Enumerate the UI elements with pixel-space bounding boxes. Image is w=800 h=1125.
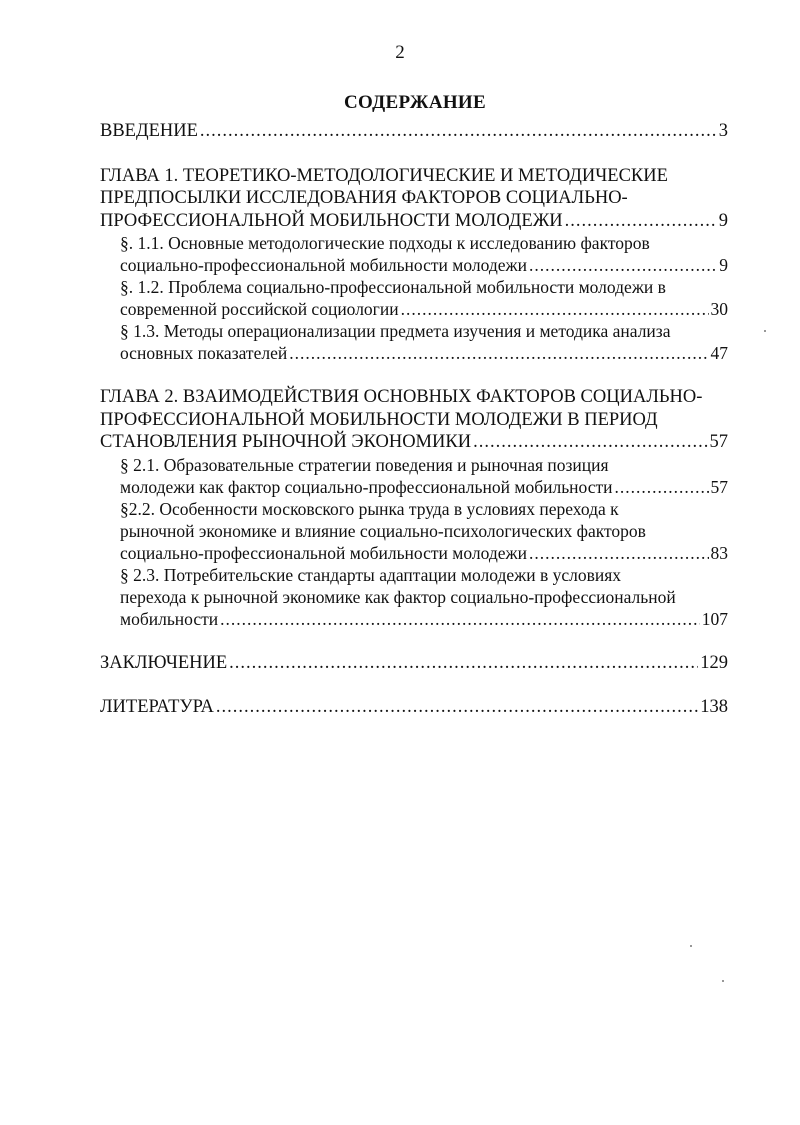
entry-page: 107 [701, 608, 728, 629]
entry-page: 83 [710, 542, 728, 563]
toc-entry-literature[interactable] [100, 696, 728, 719]
entry-page: 9 [719, 255, 728, 275]
toc-entry-intro[interactable] [100, 120, 728, 143]
dot-leader [289, 342, 708, 364]
entry-line: §. 1.2. Проблема социально-профессиональной мобильности молодежи в [120, 277, 666, 297]
toc-entry-section-1-1[interactable] [100, 232, 728, 276]
toc-entry-chapter-1[interactable] [100, 165, 728, 233]
scan-speck [690, 945, 692, 947]
entry-line: ПРЕДПОСЫЛКИ ИССЛЕДОВАНИЯ ФАКТОРОВ СОЦИАЛЬНО- [100, 188, 628, 208]
dot-leader [220, 608, 700, 630]
dot-leader [565, 210, 717, 233]
entry-last-line [100, 431, 728, 454]
entry-text: СТАНОВЛЕНИЯ РЫНОЧНОЙ ЭКОНОМИКИ [100, 432, 472, 452]
entry-line: ГЛАВА 1. ТЕОРЕТИКО-МЕТОДОЛОГИЧЕСКИЕ И МЕТОДИЧЕСКИЕ [100, 165, 668, 186]
entry-line: рыночной экономике и влияние социально-психологических факторов [120, 520, 646, 541]
entry-page: 57 [710, 476, 728, 497]
dot-leader [473, 431, 707, 454]
dot-leader [216, 696, 698, 719]
entry-line: §. 1.1. Основные методологические подходы к исследованию факторов [120, 233, 650, 253]
entry-page: 30 [710, 299, 728, 319]
table-of-contents [100, 120, 728, 719]
entry-page: 3 [718, 121, 728, 141]
entry-text: ЗАКЛЮЧЕНИЕ [100, 652, 228, 673]
toc-entry-section-2-2[interactable] [100, 498, 728, 564]
entry-last-line [120, 476, 728, 498]
entry-line: § 2.1. Образовательные стратегии поведения и рыночная позиция [120, 454, 609, 475]
entry-last-line [120, 542, 728, 564]
toc-entry-section-2-1[interactable] [100, 454, 728, 498]
entry-text: социально-профессиональной мобильности молодежи [120, 255, 527, 275]
dot-leader [229, 652, 698, 675]
entry-page: 57 [709, 432, 728, 452]
entry-text: мобильности [120, 608, 219, 629]
entry-line: § 1.3. Методы операционализации предмета изучения и методика анализа [120, 321, 671, 341]
entry-last-line [100, 210, 728, 233]
entry-line: ПРОФЕССИОНАЛЬНОЙ МОБИЛЬНОСТИ МОЛОДЕЖИ В ПЕРИОД [100, 409, 658, 430]
entry-last-line [120, 298, 728, 320]
toc-entry-section-2-3[interactable] [100, 564, 728, 630]
dot-leader [615, 476, 709, 498]
entry-text: ПРОФЕССИОНАЛЬНОЙ МОБИЛЬНОСТИ МОЛОДЕЖИ [100, 210, 563, 231]
toc-entry-section-1-3[interactable] [100, 320, 728, 364]
entry-text: современной российской социологии [120, 299, 399, 319]
entry-page: 129 [700, 652, 728, 673]
entry-text: ЛИТЕРАТУРА [100, 697, 214, 717]
toc-entry-chapter-2[interactable] [100, 386, 728, 454]
entry-page: 47 [710, 343, 728, 363]
dot-leader [401, 298, 709, 320]
entry-line: ГЛАВА 2. ВЗАИМОДЕЙСТВИЯ ОСНОВНЫХ ФАКТОРОВ СОЦИАЛЬНО- [100, 387, 703, 407]
entry-text: ВВЕДЕНИЕ [100, 121, 198, 141]
entry-text: молодежи как фактор социально-профессиональной мобильности [120, 476, 613, 497]
entry-line: перехода к рыночной экономике как фактор социально-профессиональной [120, 586, 676, 607]
dot-leader [529, 254, 717, 276]
toc-entry-conclusion[interactable] [100, 652, 728, 675]
scan-speck [764, 330, 766, 332]
entry-text: социально-профессиональной мобильности молодежи [120, 542, 527, 563]
dot-leader [200, 120, 717, 143]
scan-speck [722, 980, 724, 982]
entry-page: 9 [718, 210, 728, 231]
entry-last-line [120, 254, 728, 276]
page-number: 2 [395, 42, 405, 63]
toc-title: СОДЕРЖАНИЕ [344, 92, 486, 113]
toc-entry-section-1-2[interactable] [100, 276, 728, 320]
entry-page: 138 [700, 697, 728, 717]
entry-text: основных показателей [120, 343, 288, 363]
dot-leader [529, 542, 709, 564]
entry-line: §2.2. Особенности московского рынка труда в условиях перехода к [120, 498, 619, 519]
entry-line: § 2.3. Потребительские стандарты адаптации молодежи в условиях [120, 564, 622, 585]
entry-last-line [120, 608, 728, 630]
entry-last-line [120, 342, 728, 364]
